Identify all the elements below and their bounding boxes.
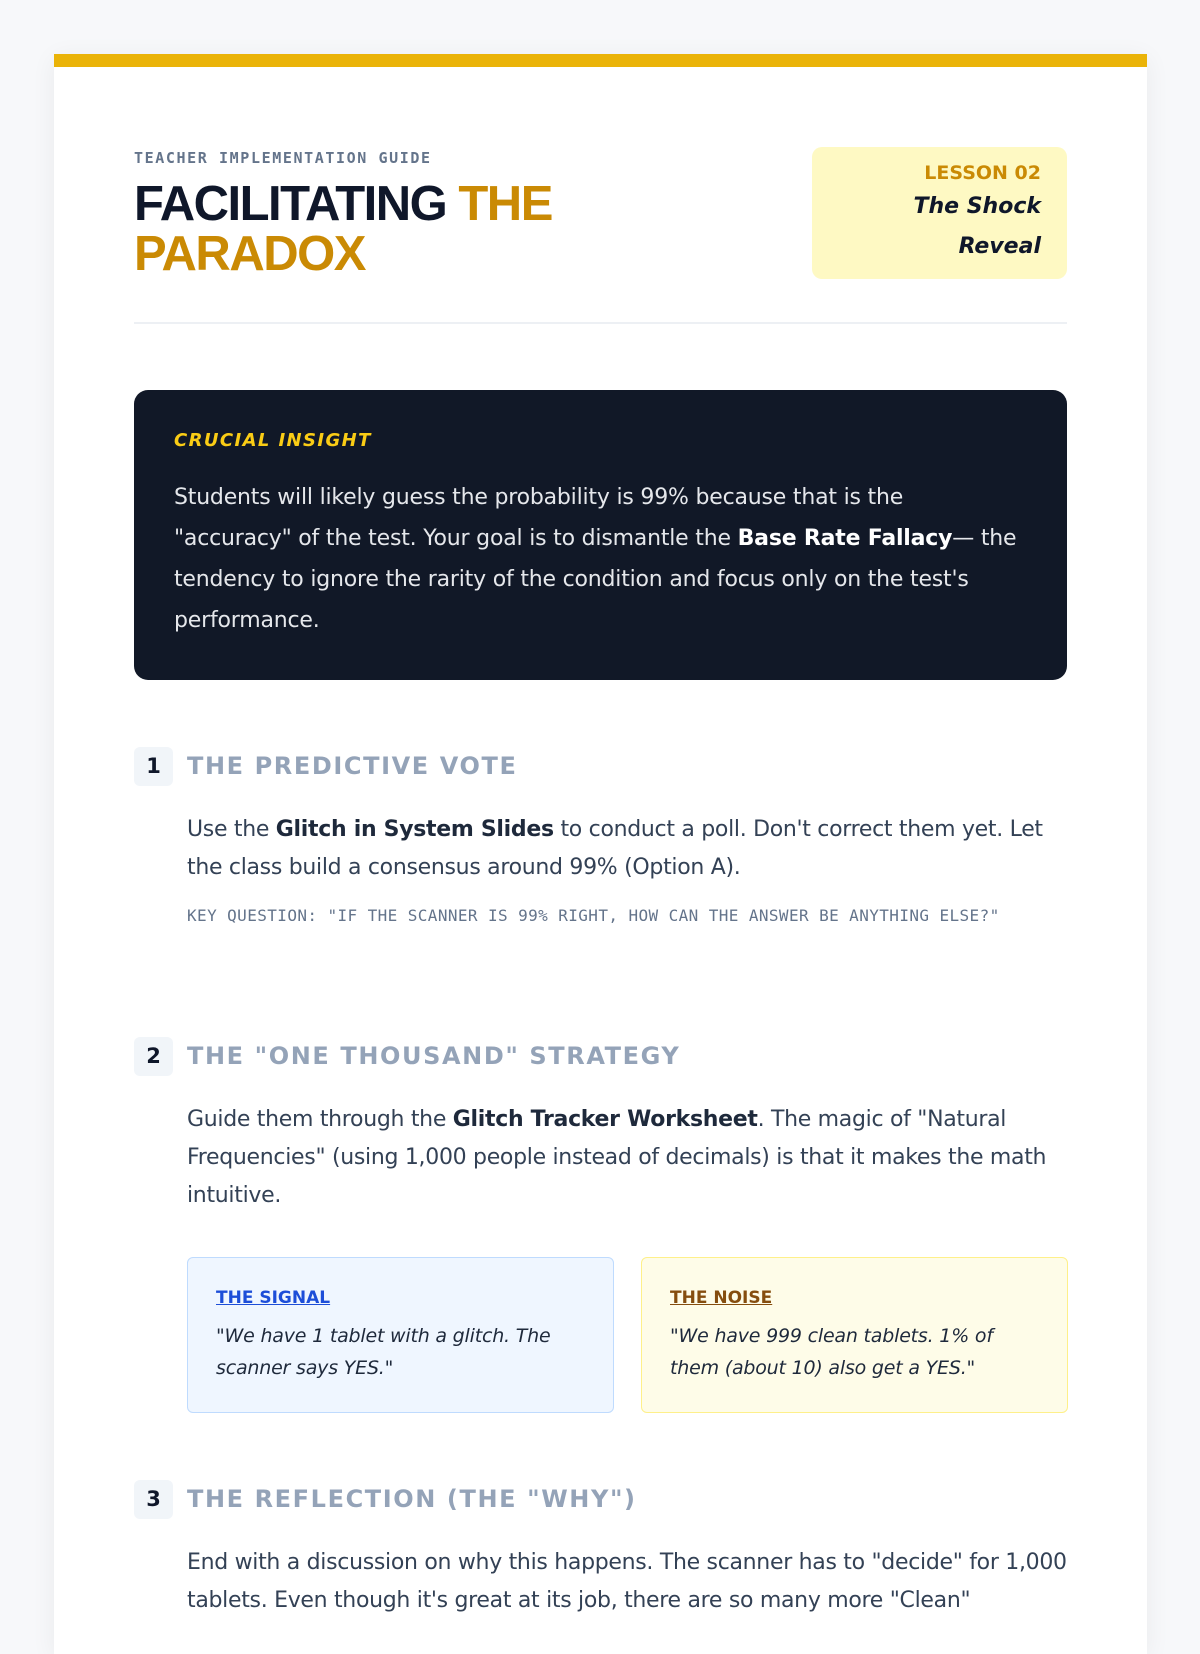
step-2-body-bold: Glitch Tracker Worksheet (452, 1107, 758, 1132)
step-1-body-before: Use the (187, 817, 276, 842)
guide-eyebrow: TEACHER IMPLEMENTATION GUIDE (134, 149, 432, 167)
insight-text-before: Students will likely guess the probability is 99% because that is the "accuracy" of the test. Your goal is to dismantle the (174, 485, 904, 551)
page-title (134, 179, 734, 279)
signal-title: THE SIGNAL (216, 1288, 331, 1308)
header-divider (134, 322, 1067, 324)
lesson-title (812, 187, 1041, 267)
step-2-body-after: . The magic of "Natural Frequencies" (using 1,000 people instead of decimals) is that it makes the math intuitive. (187, 1107, 1047, 1208)
step-3-body: End with a discussion on why this happens. The scanner has to "decide" for 1,000 tablets. Even though it's great at its job, there are so many more "Clean" (187, 1550, 1067, 1613)
step-1-body-after: to conduct a poll. Don't correct them yet. Let the class build a consensus around 99% (Option A). (187, 817, 1043, 880)
signal-quote: "We have 1 tablet with a glitch. The scanner says YES." (216, 1325, 551, 1379)
noise-title: THE NOISE (670, 1288, 773, 1308)
step-2-title: THE "ONE THOUSAND" STRATEGY (187, 1042, 681, 1070)
insight-label: CRUCIAL INSIGHT (174, 430, 372, 451)
step-1-body-bold: Glitch in System Slides (275, 817, 554, 842)
lesson-number: LESSON 02 (924, 162, 1041, 184)
insight-bold-term: Base Rate Fallacy (737, 526, 953, 551)
noise-quote: "We have 999 clean tablets. 1% of them (about 10) also get a YES." (670, 1325, 993, 1379)
guide-card (54, 54, 1147, 1654)
lesson-title-line-1: The Shock (913, 194, 1041, 219)
title-part-1: FACILITATING (134, 177, 459, 231)
step-2-body-before: Guide them through the (187, 1107, 453, 1132)
step-1-key-question: KEY QUESTION: "IF THE SCANNER IS 99% RIGHT, HOW CAN THE ANSWER BE ANYTHING ELSE?" (187, 906, 1000, 925)
step-2-number: 2 (134, 1037, 173, 1076)
insight-callout (134, 390, 1067, 680)
signal-box (187, 1257, 614, 1413)
step-1-title: THE PREDICTIVE VOTE (187, 752, 518, 780)
step-3-title: THE REFLECTION (THE "WHY") (187, 1485, 637, 1513)
step-2-body (187, 1101, 1067, 1215)
lesson-badge (812, 147, 1067, 279)
insight-text-after: — the tendency to ignore the rarity of the condition and focus only on the test's performance. (174, 526, 1017, 633)
step-1-body (187, 811, 1067, 887)
title-part-2: THE PARADOX (134, 177, 552, 281)
step-1-number: 1 (134, 747, 173, 786)
lesson-title-line-2: Reveal (958, 234, 1041, 259)
noise-box (641, 1257, 1068, 1413)
insight-text (174, 477, 1027, 641)
step-3-number: 3 (134, 1480, 173, 1519)
